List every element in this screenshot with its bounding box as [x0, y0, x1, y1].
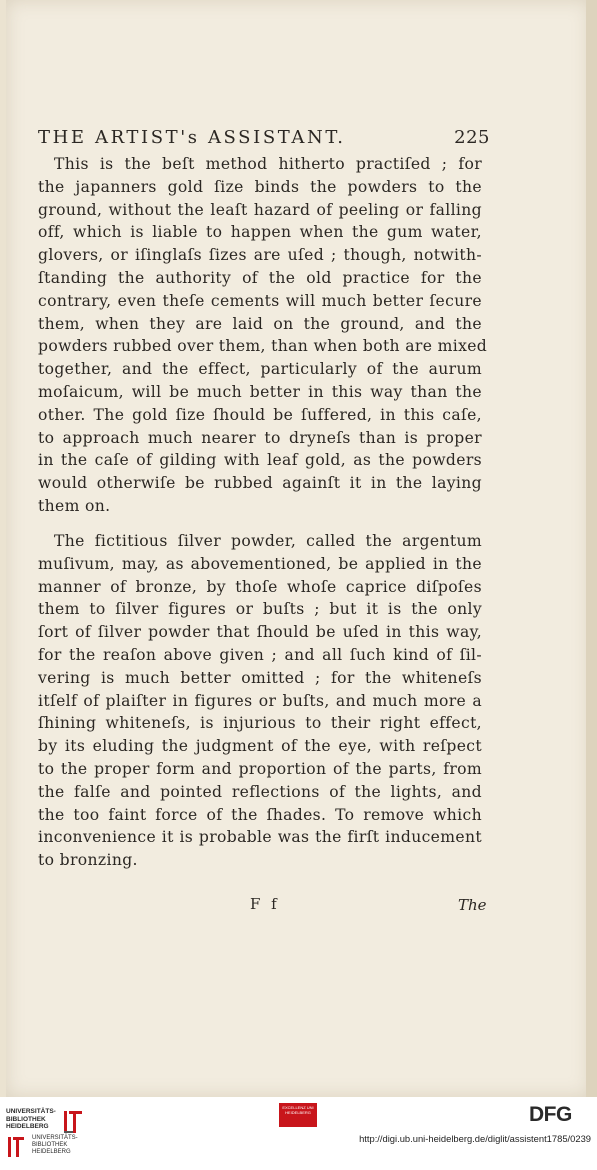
text-line: glovers, or iſinglaſs ſizes are uſed ; though, notwith- — [38, 246, 482, 265]
page-number: 225 — [454, 127, 490, 148]
source-url-link[interactable]: http://digi.ub.uni-heidelberg.de/diglit/assistent1785/0239 — [359, 1133, 591, 1144]
text-line: ſort of ſilver powder that ſhould be uſed in this way, — [38, 623, 482, 642]
paragraph-1 — [38, 153, 488, 518]
text-line: to approach much nearer to dryneſs than is proper — [38, 428, 482, 447]
text-line: ſtanding the authority of the old practice for the — [38, 268, 482, 287]
university-library-logo-small[interactable] — [6, 1135, 90, 1165]
book-page — [6, 0, 590, 1097]
university-library-logo[interactable] — [6, 1105, 90, 1139]
text-line: for the reaſon above given ; and all ſuch kind of ſil- — [38, 645, 482, 664]
text-line: them to ſilver figures or buſts ; but it is the only — [38, 600, 482, 619]
text-line: to the proper form and proportion of the parts, from — [38, 759, 482, 778]
text-line: would otherwiſe be rubbed againſt it in the laying — [38, 474, 482, 493]
text-line: together, and the effect, particularly of the aurum — [38, 360, 482, 379]
text-line: off, which is liable to happen when the gum water, — [38, 223, 482, 242]
university-seal-icon — [62, 1109, 84, 1135]
catchword: The — [458, 896, 487, 914]
text-line: powders rubbed over them, than when both are mixed — [38, 337, 488, 356]
university-seal-small-icon — [6, 1135, 26, 1159]
signature-mark: F f — [250, 895, 280, 913]
text-line: by its eluding the judgment of the eye, with reſpect — [38, 737, 482, 756]
text-line: The fictitious ſilver powder, called the argentum — [54, 532, 482, 550]
text-line: other. The gold ſize ſhould be ſuffered, in this caſe, — [38, 405, 482, 424]
text-line: itſelf of plaiſter in figures or buſts, and much more a — [38, 691, 482, 710]
text-line: them on. — [38, 496, 111, 515]
text-line: the too faint force of the ſhades. To remove which — [38, 805, 482, 824]
text-line: in the caſe of gilding with leaf gold, as the powders — [38, 451, 482, 470]
text-line: vering is much better omitted ; for the whiteneſs — [38, 668, 482, 687]
running-head-title: THE ARTIST's ASSISTANT. — [38, 127, 346, 148]
text-line: contrary, even theſe cements will much better ſecure — [38, 291, 482, 310]
page-edge — [586, 0, 597, 1097]
text-line: moſaicum, will be much better in this way than the — [38, 382, 482, 401]
text-line: muſivum, may, as abovementioned, be applied in the — [38, 554, 482, 573]
paragraph-2 — [38, 530, 482, 872]
university-library-name: UNIVERSITÄTS- BIBLIOTHEK HEIDELBERG — [6, 1108, 56, 1130]
text-line: This is the beſt method hitherto practiſed ; for — [54, 155, 482, 173]
text-line: manner of bronze, by thoſe whoſe caprice diſpoſes — [38, 577, 482, 596]
text-line: inconvenience it is probable was the firſt inducement — [38, 828, 482, 847]
text-line: the falſe and pointed reflections of the lights, and — [38, 782, 482, 801]
text-line: to bronzing. — [38, 851, 138, 870]
viewer-footer — [0, 1097, 597, 1170]
running-head — [38, 127, 490, 148]
text-line: ground, without the leaſt hazard of peeling or falling — [38, 200, 482, 219]
text-line: ſhining whiteneſs, is injurious to their right effect, — [38, 714, 482, 733]
dfg-logo[interactable]: DFG — [529, 1103, 572, 1126]
excellence-stamp: EXCELLENZ UNI HEIDELBERG — [279, 1103, 317, 1127]
text-line: them, when they are laid on the ground, and the — [38, 314, 482, 333]
text-line: the japanners gold ſize binds the powders to the — [38, 177, 482, 196]
university-library-name-small: UNIVERSITÄTS- BIBLIOTHEK HEIDELBERG — [32, 1135, 78, 1155]
